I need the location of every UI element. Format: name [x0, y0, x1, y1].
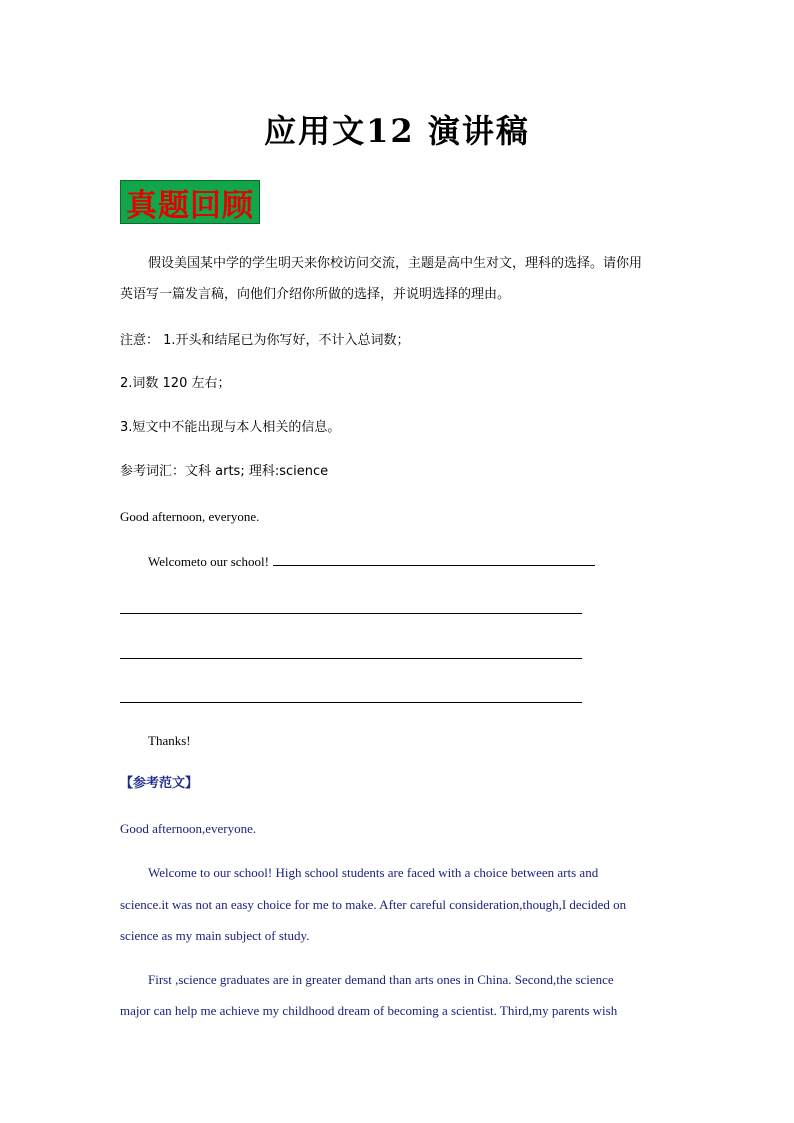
note-1: 注意： 1.开头和结尾已为你写好，不计入总词数；: [120, 333, 410, 348]
vocab-hint: 参考词汇：文科 arts; 理科:science: [120, 464, 329, 479]
answer-blank-line[interactable]: [120, 702, 582, 703]
note-2: 2.词数 120 左右；: [120, 376, 231, 391]
prompt-line-1: 假设美国某中学的学生明天来你校访问交流，主题是高中生对文，理科的选择。请你用: [148, 256, 643, 271]
reference-heading: 【参考范文】: [120, 776, 199, 791]
answer-blank-line[interactable]: [120, 658, 582, 659]
reference-paragraph-line: Welcome to our school! High school students are faced with a choice between arts and: [148, 865, 599, 880]
template-welcome: Welcometo our school!: [148, 554, 269, 569]
note-3: 3.短文中不能出现与本人相关的信息。: [120, 420, 341, 435]
answer-blank-inline[interactable]: [273, 553, 595, 566]
reference-greeting: Good afternoon,everyone.: [120, 821, 257, 836]
reference-paragraph-line: science as my main subject of study.: [120, 928, 310, 943]
answer-blank-line[interactable]: [120, 613, 582, 614]
template-welcome-row: [120, 553, 708, 570]
reference-paragraph-line: First ,science graduates are in greater demand than arts ones in China. Second,the science: [148, 972, 614, 987]
reference-paragraph-line: science.it was not an easy choice for me to make. After careful consideration,though,I decided on: [120, 897, 627, 912]
template-thanks: Thanks!: [148, 733, 191, 748]
page-title: 应用文12 演讲稿: [264, 112, 530, 150]
section-badge-label: 真题回顾: [126, 187, 254, 224]
template-greeting: Good afternoon, everyone.: [120, 509, 260, 524]
reference-paragraph-line: major can help me achieve my childhood dream of becoming a scientist. Third,my parents wish: [120, 1003, 618, 1018]
section-badge: [120, 180, 260, 224]
prompt-line-2: 英语写一篇发言稿，向他们介绍你所做的选择，并说明选择的理由。: [120, 287, 511, 302]
